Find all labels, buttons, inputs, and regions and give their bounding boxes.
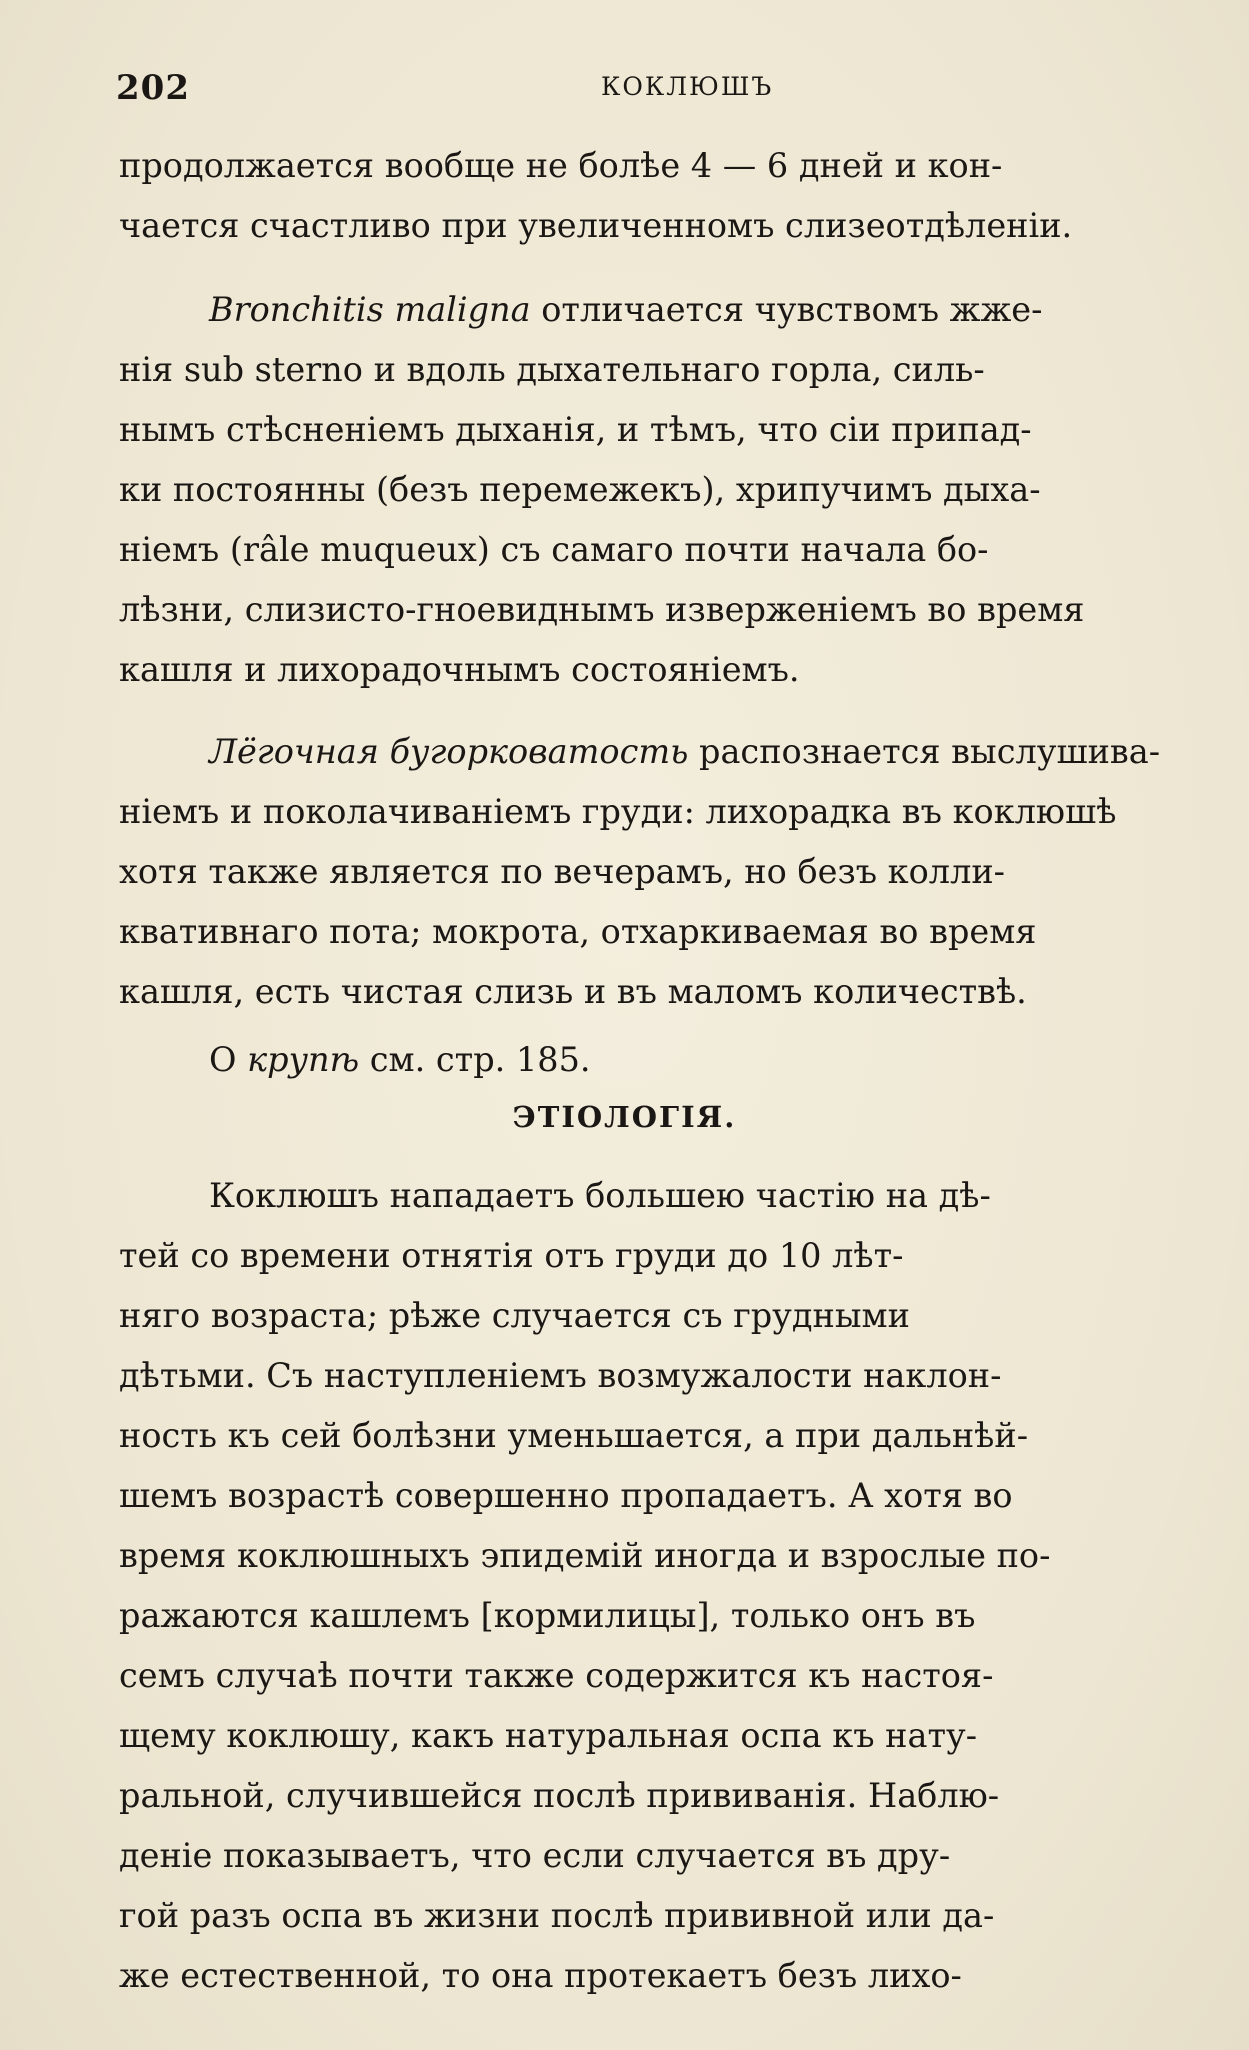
text-line bbox=[119, 1706, 1211, 1766]
text-line bbox=[119, 902, 1211, 962]
line-text: ность къ сей болѣзни уменьшается, а при дальнѣй- bbox=[119, 1416, 1029, 1455]
page-header bbox=[116, 68, 1216, 112]
line-text: квативнаго пота; мокрота, отхаркиваемая во время bbox=[119, 912, 1037, 951]
line-text: семъ случаѣ почти также содержится къ настоя- bbox=[119, 1656, 994, 1695]
text-line bbox=[119, 136, 1211, 196]
running-head: КОКЛЮШЪ bbox=[601, 72, 774, 101]
line-text: ніемъ и поколачиваніемъ груди: лихорадка въ коклюшѣ bbox=[119, 792, 1117, 831]
text-line bbox=[119, 400, 1211, 460]
text-line bbox=[119, 1946, 1211, 2006]
line-text: нія sub sterno и вдоль дыхательнаго горла, силь- bbox=[119, 350, 985, 389]
line-text: нымъ стѣсненіемъ дыханія, и тѣмъ, что сіи припад- bbox=[119, 410, 1032, 449]
text-line bbox=[119, 842, 1211, 902]
text-line bbox=[119, 1766, 1211, 1826]
text-line bbox=[119, 1586, 1211, 1646]
line-text: ражаются кашлемъ [кормилицы], только онъ въ bbox=[119, 1596, 976, 1635]
line-text: гой разъ оспа въ жизни послѣ прививной или да- bbox=[119, 1896, 995, 1935]
text-line bbox=[119, 962, 1211, 1022]
line-text: распознается выслушива- bbox=[699, 732, 1161, 771]
text-line bbox=[119, 1886, 1211, 1946]
line-text: же естественной, то она протекаетъ безъ лихо- bbox=[119, 1956, 962, 1995]
line-text: продолжается вообще не болѣе 4 — 6 дней и кон- bbox=[119, 146, 1003, 185]
section-heading: ЭТІОЛОГІЯ. bbox=[512, 1100, 737, 1134]
line-text: ральной, случившейся послѣ прививанія. Наблю- bbox=[119, 1776, 1000, 1815]
text-line bbox=[119, 580, 1211, 640]
line-text: няго возраста; рѣже случается съ грудными bbox=[119, 1296, 910, 1335]
text-line bbox=[119, 1406, 1211, 1466]
italic-term: крупѣ bbox=[247, 1040, 360, 1079]
line-text: ніемъ (râle muqueux) съ самаго почти начала бо- bbox=[119, 530, 989, 569]
text-line bbox=[119, 1466, 1211, 1526]
line-text: кашля и лихорадочнымъ состояніемъ. bbox=[119, 650, 800, 689]
page-number: 202 bbox=[116, 68, 190, 108]
text-line bbox=[119, 520, 1211, 580]
line-text: см. стр. 185. bbox=[369, 1040, 591, 1079]
line-text: Коклюшъ нападаетъ большею частію на дѣ- bbox=[209, 1176, 991, 1215]
text-line bbox=[119, 196, 1211, 256]
line-text: лѣзни, слизисто-гноевиднымъ изверженіемъ во время bbox=[119, 590, 1085, 629]
text-line bbox=[119, 1826, 1211, 1886]
paragraph-first-line bbox=[119, 1166, 1211, 1226]
text-line bbox=[119, 782, 1211, 842]
text-line bbox=[119, 1346, 1211, 1406]
line-text: дѣтьми. Съ наступленіемъ возмужалости наклон- bbox=[119, 1356, 1002, 1395]
paragraph-first-line bbox=[119, 280, 1211, 340]
line-text: время коклюшныхъ эпидемій иногда и взрослые по- bbox=[119, 1536, 1051, 1575]
line-text: деніе показываетъ, что если случается въ дру- bbox=[119, 1836, 951, 1875]
line-text: О bbox=[209, 1040, 237, 1079]
line-text: ки постоянны (безъ перемежекъ), хрипучимъ дыха- bbox=[119, 470, 1041, 509]
text-line bbox=[119, 340, 1211, 400]
text-line bbox=[119, 1526, 1211, 1586]
text-line bbox=[119, 1286, 1211, 1346]
text-line bbox=[119, 1226, 1211, 1286]
line-text: щему коклюшу, какъ натуральная оспа къ нату- bbox=[119, 1716, 978, 1755]
paragraph-first-line bbox=[119, 722, 1211, 782]
line-text: шемъ возрастѣ совершенно пропадаетъ. А хотя во bbox=[119, 1476, 1013, 1515]
line-text: кашля, есть чистая слизь и въ маломъ количествѣ. bbox=[119, 972, 1027, 1011]
text-line bbox=[119, 640, 1211, 700]
line-text: отличается чувствомъ жже- bbox=[541, 290, 1043, 329]
text-line bbox=[119, 460, 1211, 520]
italic-term: Лёгочная бугорковатость bbox=[209, 732, 689, 771]
cross-reference-line bbox=[119, 1030, 1211, 1090]
line-text: чается счастливо при увеличенномъ слизеотдѣленіи. bbox=[119, 206, 1073, 245]
latin-term: Bronchitis maligna bbox=[209, 290, 531, 329]
line-text: хотя также является по вечерамъ, но безъ колли- bbox=[119, 852, 1005, 891]
line-text: тей со времени отнятія отъ груди до 10 лѣт- bbox=[119, 1236, 904, 1275]
text-line bbox=[119, 1646, 1211, 1706]
